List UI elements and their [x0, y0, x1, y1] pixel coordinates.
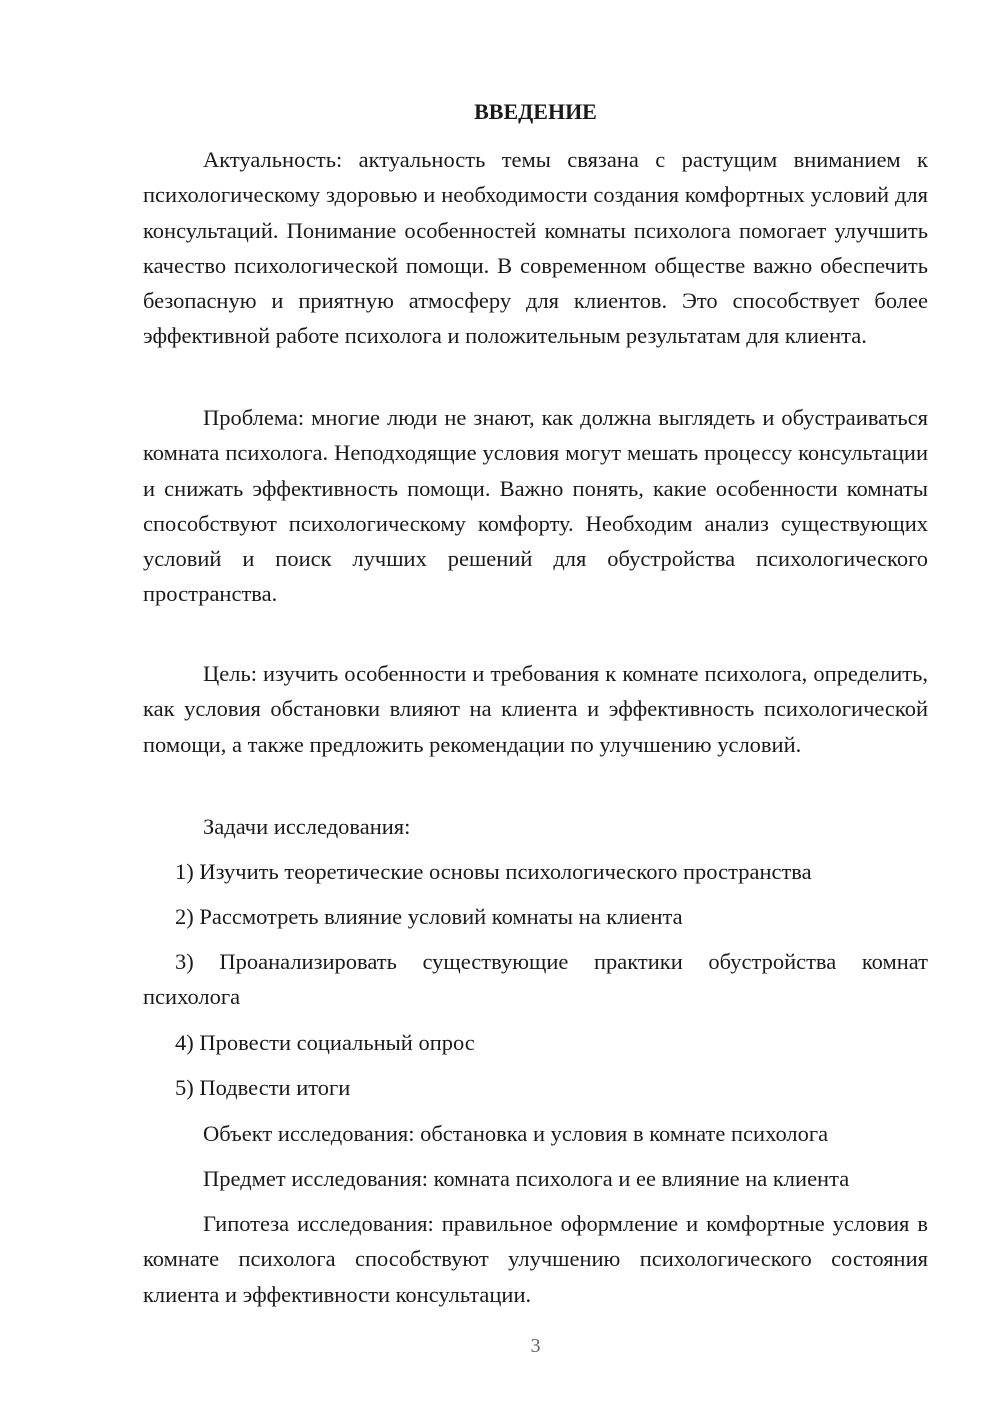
- paragraph-goal: Цель: изучить особенности и требования к комнате психолога, определить, как условия обстановки влияют на клиента и эффективность психологической помощи, а также предложить рекомендации по улучшению условий.: [143, 661, 928, 757]
- paragraph-problem: Проблема: многие люди не знают, как должна выглядеть и обустраиваться комната психолога. Неподходящие условия могут мешать процессу консультации и снижать эффективность помощи. Важно понять, какие особенности комнаты способствуют психологическому комфорту. Необходим анализ существующих условий и поиск лучших решений для обустройства психологического пространства.: [143, 405, 928, 607]
- page-number: 3: [530, 1335, 541, 1357]
- paragraph-relevance: Актуальность: актуальность темы связана с растущим вниманием к психологическому здоровью и необходимости создания комфортных условий для консультаций. Понимание особенностей комнаты психолога помогает улучшить качество психологической помощи. В современном обществе важно обеспечить безопасную и приятную атмосферу для клиентов. Это способствует более эффективной работе психолога и положительным результатам для клиента.: [143, 147, 928, 349]
- task-item-4: 4) Провести социальный опрос: [175, 1030, 475, 1055]
- section-title: ВВЕДЕНИЕ: [474, 99, 597, 124]
- document-page: [143, 0, 928, 1414]
- task-item-3: 3) Проанализировать существующие практики обустройства комнат психолога: [143, 949, 928, 1010]
- paragraph-hypothesis: Гипотеза исследования: правильное оформление и комфортные условия в комнате психолога способствуют улучшению психологического состояния клиента и эффективности консультации.: [143, 1211, 928, 1307]
- task-item-1: 1) Изучить теоретические основы психологического пространства: [175, 859, 812, 884]
- task-item-5: 5) Подвести итоги: [175, 1075, 351, 1100]
- paragraph-subject: Предмет исследования: комната психолога и ее влияние на клиента: [203, 1166, 850, 1191]
- task-item-2: 2) Рассмотреть влияние условий комнаты на клиента: [175, 904, 683, 929]
- tasks-heading: Задачи исследования:: [203, 814, 411, 839]
- paragraph-object: Объект исследования: обстановка и условия в комнате психолога: [203, 1121, 829, 1146]
